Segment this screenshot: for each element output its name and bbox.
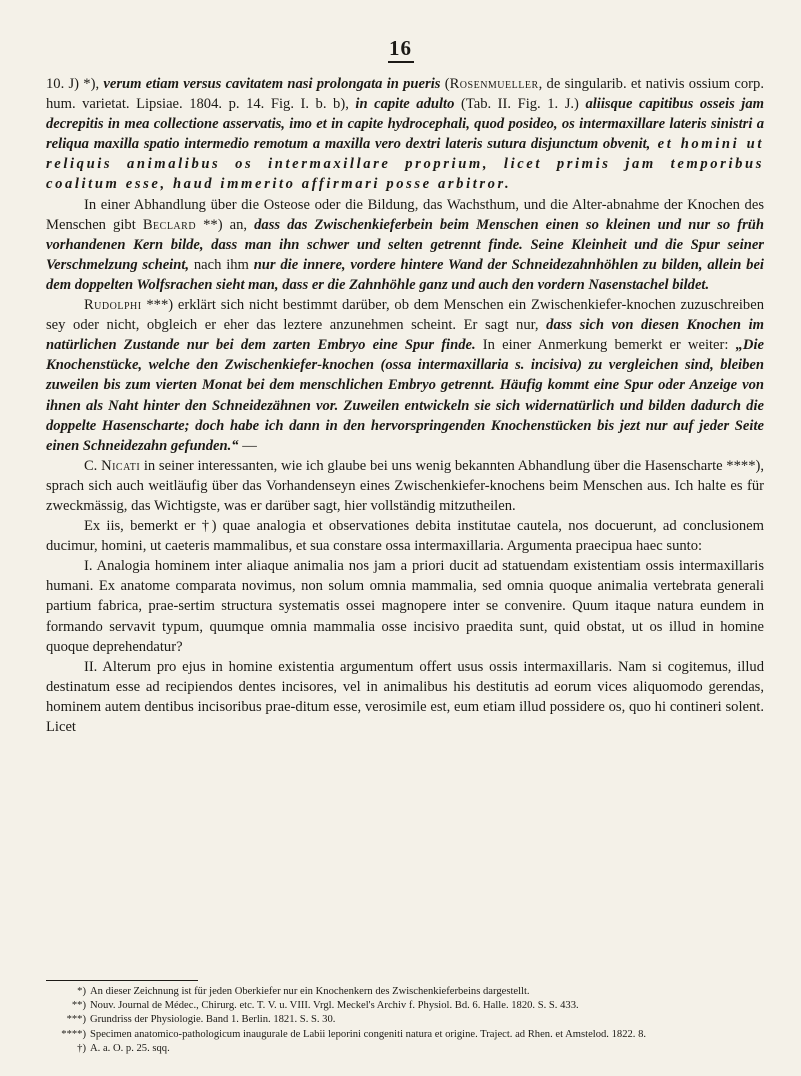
text-run: In einer Anmerkung bemerkt er weiter: <box>475 337 736 354</box>
text-run: 10. J) *), <box>46 76 104 92</box>
footnote-rule <box>46 980 198 981</box>
footnote <box>46 1042 764 1056</box>
text-run: I. Analogia hominem inter aliaque animalia nos jam a priori ducit ad statuendam existentiam ossis intermaxillaris humani. Ex anatome comparata novimus, non solum omnia mammalia, sed omnia quoque animalia vertebrata generali partium fabrica, prae-sertim structura systematis ossei magnopere inter se convenire. Quum itaque natura eundem in formando servavit typum, quumque omnia mammalia osse incisivo praedita sunt, quid obstat, ut os illud in homine quoque deprehendatur? <box>46 558 764 655</box>
footnote <box>46 985 764 999</box>
text-run: in capite adulto <box>355 96 455 113</box>
paragraph-beclard <box>46 195 764 295</box>
text-run: C. <box>83 457 102 474</box>
footnote-mark: †) <box>77 1042 86 1054</box>
footnote <box>46 1013 764 1027</box>
text-run: Rudolphi <box>83 297 142 314</box>
text-run: II. Alterum pro ejus in homine existentia argumentum offert usus ossis intermaxillaris. Nam si cogitemus, illud destinatum esse ad recipiendos dentes incisores, vel in animalibus his destitutis ad eorum vices aliquomodo gerendas, hominem autem dentibus incisoribus prae-ditum esse, verosimile est, eum etiam illud possidere os, quo hi contineri solent. Licet <box>46 658 764 735</box>
text-run: — <box>238 437 257 454</box>
footnote-text: A. a. O. p. 25. sqq. <box>90 1042 170 1054</box>
footnote <box>46 1028 764 1042</box>
text-run: et homini ut reliquis animalibus os intermaxillare proprium, licet primis jam temporibus coalitum esse, haud immerito affirmari posse arbitror. <box>46 136 764 193</box>
footnote <box>46 999 764 1013</box>
text-run: dass das Zwischenkieferbein beim Menschen einen so kleinen und nur so früh vorhandenen Kern bilde, dass man ihn schwer und selten getrennt finde. Seine Kleinheit und die Spur seiner Verschmelzung scheint, <box>46 216 764 273</box>
footnote-text: Nouv. Journal de Médec., Chirurg. etc. T. V. u. VIII. Vrgl. Meckel's Archiv f. Physiol. Bd. 6. Halle. 1820. S. S. 433. <box>90 1000 579 1012</box>
footnote-text: Grundriss der Physiologie. Band 1. Berlin. 1821. S. S. 30. <box>90 1014 336 1026</box>
footnotes <box>46 985 764 1056</box>
footnote-mark: ***) <box>66 1014 86 1026</box>
paragraph-alterum <box>46 657 764 737</box>
text-run: nach ihm <box>189 256 254 273</box>
footnote-mark: *) <box>77 986 86 997</box>
text-run: Beclard <box>142 216 197 233</box>
text-run: nur die innere, vordere hintere Wand der Schneidezahnhöhlen zu bilden, allein bei dem doppelten Wolfsrachen sieht man, dass er die Zahnhöhle ganz und auch den vordern Nasenstachel bildet. <box>46 256 764 293</box>
text-run: aliisque capitibus osseis jam decrepitis in mea collectione asservatis, imo et in capite hydrocephali, quod posideo, os intermaxillare lateris sinistri a reliqua maxilla spatio intermedio remotum a maxilla vero dextri lateris sutura disjunctum obvenit, <box>46 96 764 153</box>
text-run: Nicati <box>101 457 141 474</box>
text-run: „Die Knochenstücke, welche den Zwischenkiefer-knochen (ossa intermaxillaria s. incisiva) zu vergleichen sind, bleiben zuweilen bis zum vierten Monat bei dem menschlichen Embryo getrennt. Häufig kommt eine Spur oder Anzeige von ihnen als Naht hinter den Schneidezähnen vor. Zuweilen entwickeln sie sich widernatürlich und bilden dadurch die doppelte Hasenscharte; doch habe ich dann in den hervorspringenden Knochenstücken bis jezt nur auf jeder Seite einen Schneidezahn gefunden.“ <box>46 337 764 454</box>
text-run: , de singularib. et nativis ossium corp. hum. varietat. Lipsiae. 1804. p. 14. Fig. I. b. b), <box>46 76 764 113</box>
header-rule <box>388 61 414 63</box>
footnote-text: Specimen anatomico-pathologicum inaugurale de Labii leporini congeniti natura et origine. Traject. ad Rhen. et Amstelod. 1822. 8. <box>90 1028 647 1040</box>
text-run: In einer Abhandlung über die Osteose oder die Bildung, das Wachsthum, und die Alter-abnahme der Knochen des Menschen gibt <box>46 196 764 233</box>
text-run: ( <box>440 76 450 92</box>
text-run: **) an, <box>196 216 255 233</box>
text-run: (Tab. II. Fig. 1. J.) <box>454 96 586 113</box>
paragraph-rudolphi <box>46 295 764 456</box>
page-number: 16 <box>389 36 412 60</box>
text-run: Rosenmueller <box>449 76 539 92</box>
text-run: in seiner interessanten, wie ich glaube bei uns wenig bekannten Abhandlung über die Hasenscharte ****), sprach sich auch weitläufig über das Vorhandenseyn eines Zwischenkiefer-knochens beim Menschen aus. Ich halte es für zweckmässig, das Wichtigste, was er darüber sagt, hier vollständig mitzutheilen. <box>46 457 765 514</box>
paragraph-10-j <box>46 74 764 195</box>
main-text <box>46 74 764 737</box>
text-run: Ex iis, bemerkt er †) quae analogia et observationes debita institutae cautela, nos docuerunt, ad conclusionem ducimur, homini, ut caeteris mammalibus, et sua constare ossa intermaxillaria. Argumenta praecipua haec sunto: <box>46 518 764 555</box>
paragraph-ex-iis <box>46 516 764 556</box>
footnote-mark: **) <box>71 1000 86 1012</box>
footnote-mark: ****) <box>61 1028 86 1040</box>
text-run: ***) erklärt sich nicht bestimmt darüber, ob dem Menschen ein Zwischenkiefer-knochen zuzuschreiben sey oder nicht, obgleich er eher das leztere anzunehmen scheint. Er sagt nur, <box>46 297 764 334</box>
footnote-text: An dieser Zeichnung ist für jeden Oberkiefer nur ein Knochenkern des Zwischenkieferbeins dargestellt. <box>90 986 530 997</box>
text-run: dass sich von diesen Knochen im natürlichen Zustande nur bei dem zarten Embryo eine Spur finde. <box>46 317 764 354</box>
paragraph-analogia <box>46 556 764 656</box>
text-run: verum etiam versus cavitatem nasi prolongata in pueris <box>103 76 441 92</box>
paragraph-nicati <box>46 456 764 516</box>
